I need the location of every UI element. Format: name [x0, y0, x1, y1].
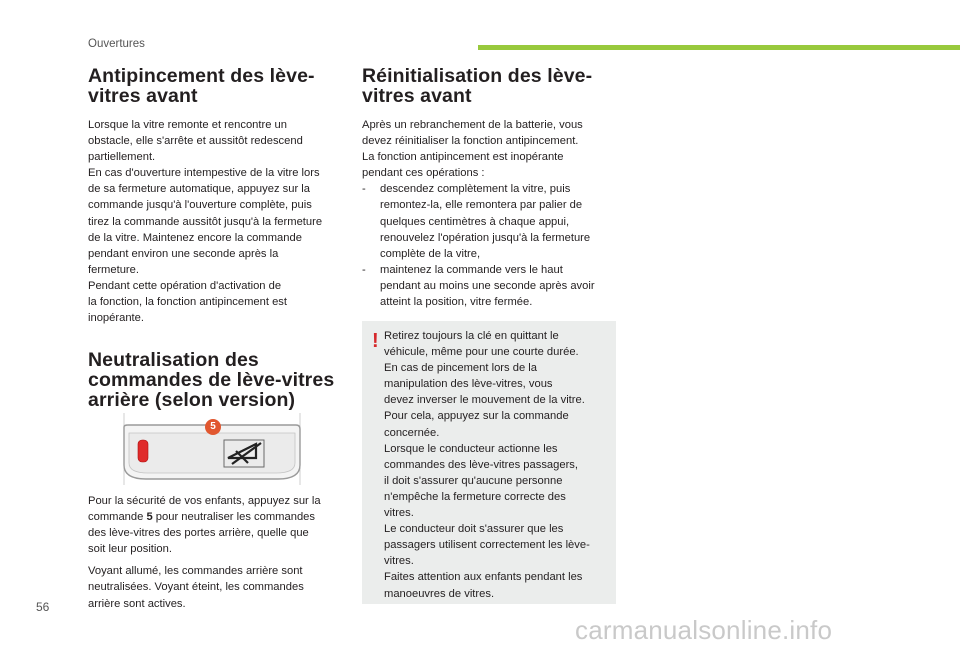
text-line: commande jusqu'à l'ouverture complète, puis	[88, 199, 312, 212]
heading-line: arrière (selon version)	[88, 389, 296, 412]
section-accent-bar	[478, 45, 960, 50]
text-line: descendez complètement la vitre, puis	[380, 183, 571, 196]
heading-line: Réinitialisation des lève-	[362, 65, 593, 87]
text-line: il doit s'assurer qu'aucune personne	[384, 474, 563, 487]
paragraph-neutralisation	[88, 493, 344, 557]
text-line: maintenez la commande vers le haut	[380, 263, 563, 276]
text-line: concernée.	[384, 426, 440, 439]
text-line: atteint la position, vitre fermée.	[380, 296, 533, 309]
text-fragment: pour neutraliser les commandes	[152, 511, 315, 524]
text-line	[88, 509, 344, 525]
text-line: Après un rebranchement de la batterie, vous	[362, 119, 583, 131]
text-fragment: commande	[88, 511, 147, 524]
heading-line: Antipincement des lève-	[88, 65, 315, 87]
text-line: pendant au moins une seconde après avoir	[380, 279, 595, 292]
text-line: Voyant allumé, les commandes arrière sont	[88, 565, 303, 578]
text-line: Pour la sécurité de vos enfants, appuyez sur la	[88, 495, 321, 507]
text-line: arrière sont actives.	[88, 597, 186, 610]
text-line: manipulation des lève-vitres, vous	[384, 378, 553, 391]
list-item	[362, 262, 616, 310]
paragraph-reinitialisation	[362, 117, 616, 310]
heading-neutralisation	[88, 350, 344, 410]
heading-antipincement	[88, 66, 344, 106]
heading-line: vitres avant	[362, 85, 472, 107]
section-label: Ouvertures	[88, 38, 145, 50]
text-line: devez réinitialiser la fonction antipincement.	[362, 135, 579, 148]
page-number: 56	[36, 600, 50, 614]
text-line: En cas de pincement lors de la	[384, 362, 537, 375]
text-line: devez inverser le mouvement de la vitre.	[384, 394, 585, 407]
text-line: la fonction, la fonction antipincement est	[88, 296, 288, 309]
warning-box	[362, 321, 616, 604]
text-line: Faites attention aux enfants pendant les	[384, 571, 583, 584]
text-line: tirez la commande aussitôt jusqu'à la fermeture	[88, 215, 323, 228]
text-line: obstacle, elle s'arrête et aussitôt redescend	[88, 135, 303, 148]
text-line: partiellement.	[88, 151, 156, 164]
heading-reinitialisation	[362, 66, 616, 106]
text-line: complète de la vitre,	[380, 247, 481, 260]
text-line: véhicule, même pour une courte durée.	[384, 346, 579, 359]
paragraph-voyant	[88, 563, 344, 611]
middle-column	[362, 66, 616, 310]
text-line: commandes des lève-vitres passagers,	[384, 458, 579, 471]
text-line: n'empêche la fermeture correcte des	[384, 490, 566, 503]
callout-badge: 5	[205, 419, 221, 435]
heading-line: vitres avant	[88, 85, 198, 107]
warning-text	[384, 328, 612, 602]
list-item	[362, 181, 616, 261]
text-line: manoeuvres de vitres.	[384, 587, 495, 600]
text-line: neutralisées. Voyant éteint, les commandes	[88, 581, 304, 594]
text-line: Pour cela, appuyez sur la commande	[384, 410, 569, 423]
text-line: vitres.	[384, 555, 414, 568]
left-lower-text	[88, 493, 344, 612]
text-line: Pendant cette opération d'activation de	[88, 279, 282, 292]
text-line: Retirez toujours la clé en quittant le	[384, 330, 559, 342]
indicator-light	[138, 440, 148, 462]
text-line: de la vitre. Maintenez encore la commande	[88, 231, 302, 244]
text-line: Lorsque le conducteur actionne les	[384, 442, 558, 455]
text-line: quelques centimètres à chaque appui,	[380, 215, 570, 228]
heading-line: commandes de lève-vitres	[88, 369, 335, 392]
text-line: pendant ces opérations :	[362, 167, 485, 180]
left-column	[88, 66, 344, 410]
text-line: La fonction antipincement est inopérante	[362, 151, 564, 164]
warning-icon: !	[372, 330, 379, 352]
text-line: renouvelez l'opération jusqu'à la fermeture	[380, 231, 591, 244]
text-line: fermeture.	[88, 263, 139, 276]
text-line: vitres.	[384, 507, 414, 520]
text-line: inopérante.	[88, 312, 144, 325]
list-dash: -	[362, 183, 366, 196]
command-ref: 5	[146, 511, 153, 524]
list-dash: -	[362, 263, 366, 276]
text-line: de sa fermeture automatique, appuyez sur la	[88, 183, 311, 196]
heading-line: Neutralisation des	[88, 349, 259, 372]
text-line: soit leur position.	[88, 543, 172, 556]
text-line: remontez-la, elle remontera par palier de	[380, 199, 583, 212]
text-line: Lorsque la vitre remonte et rencontre un	[88, 119, 287, 131]
watermark: carmanualsonline.info	[575, 615, 833, 645]
text-line: pendant environ une seconde après la	[88, 247, 279, 260]
text-line: des lève-vitres des portes arrière, quelle que	[88, 527, 309, 540]
text-line: passagers utilisent correctement les lève-	[384, 539, 590, 552]
text-line: En cas d'ouverture intempestive de la vitre lors	[88, 167, 320, 180]
paragraph-antipincement	[88, 117, 344, 326]
text-line: Le conducteur doit s'assurer que les	[384, 523, 564, 536]
